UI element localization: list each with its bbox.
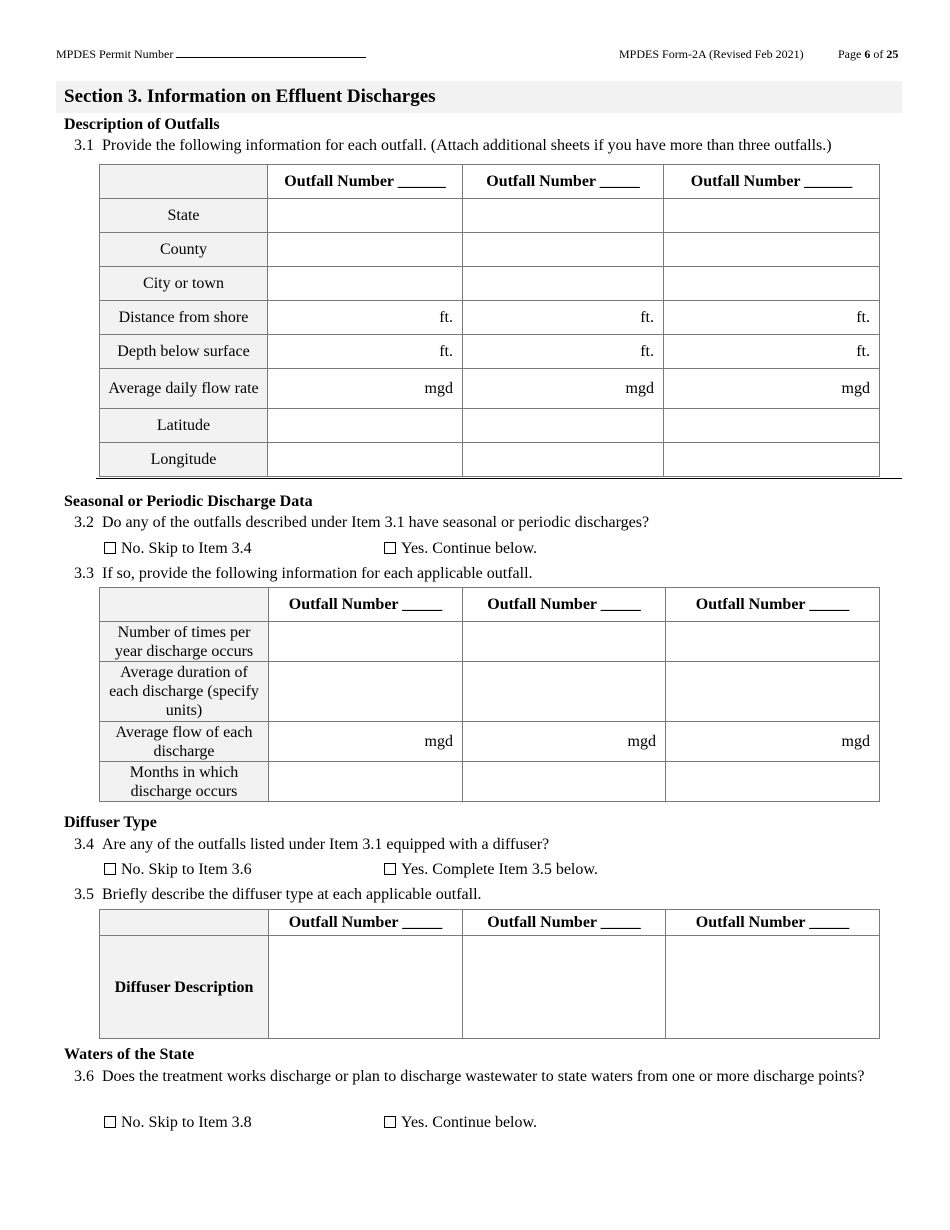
row-label-months: Months in which discharge occurs [100,762,269,802]
item-number: 3.3 [74,565,94,582]
diffuser-heading: Diffuser Type [64,814,157,831]
table-row [100,233,880,267]
times-cell-2[interactable] [463,622,666,662]
distance-cell-1[interactable]: ft. [268,301,463,335]
row-label-diffuser: Diffuser Description [100,936,269,1039]
table-row [100,301,880,335]
county-cell-2[interactable] [463,233,664,267]
item-3-2 [74,513,894,533]
city-cell-3[interactable] [664,267,880,301]
row-label-latitude: Latitude [100,409,268,443]
longitude-cell-2[interactable] [463,443,664,477]
option-label: No. Skip to Item 3.8 [121,1114,252,1131]
row-label-distance: Distance from shore [100,301,268,335]
times-cell-3[interactable] [666,622,880,662]
item-3-6 [74,1067,874,1087]
item-3-5 [74,885,894,905]
county-cell-1[interactable] [268,233,463,267]
months-cell-2[interactable] [463,762,666,802]
distance-cell-3[interactable]: ft. [664,301,880,335]
outfall-col-header-1: Outfall Number _____ [269,910,463,936]
option-label: No. Skip to Item 3.6 [121,861,252,878]
diffuser-yes-option[interactable] [384,861,598,879]
seasonal-yes-option[interactable] [384,540,537,558]
item-text: If so, provide the following information for each applicable outfall. [102,565,533,582]
table-row [100,409,880,443]
waters-no-option[interactable] [104,1114,252,1132]
row-label-depth: Depth below surface [100,335,268,369]
row-label-county: County [100,233,268,267]
row-label-duration: Average duration of each discharge (specify units) [100,662,269,722]
flow-rate-cell-2[interactable]: mgd [463,369,664,409]
form-id: MPDES Form-2A (Revised Feb 2021) [619,47,804,61]
option-label: Yes. Continue below. [401,540,538,557]
depth-cell-1[interactable]: ft. [268,335,463,369]
seasonal-heading: Seasonal or Periodic Discharge Data [64,493,313,510]
diffuser-cell-1[interactable] [269,936,463,1039]
outfall-col-header-3: Outfall Number ______ [664,165,880,199]
permit-number-label: MPDES Permit Number [56,47,174,61]
avg-flow-cell-2[interactable]: mgd [463,722,666,762]
outfall-col-header-2: Outfall Number _____ [463,588,666,622]
corner-cell [100,910,269,936]
row-label-state: State [100,199,268,233]
item-number: 3.4 [74,836,94,853]
latitude-cell-3[interactable] [664,409,880,443]
state-cell-1[interactable] [268,199,463,233]
outfall-col-header-1: Outfall Number ______ [268,165,463,199]
avg-flow-cell-3[interactable]: mgd [666,722,880,762]
table-row [100,335,880,369]
state-cell-3[interactable] [664,199,880,233]
table-row [100,662,880,722]
outfall-col-header-2: Outfall Number _____ [463,165,664,199]
row-label-avg-flow: Average flow of each discharge [100,722,269,762]
page-of: of [873,47,884,61]
row-label-city: City or town [100,267,268,301]
table-row [100,722,880,762]
duration-cell-3[interactable] [666,662,880,722]
permit-number-header [56,47,366,62]
checkbox-icon[interactable] [384,542,396,554]
duration-cell-2[interactable] [463,662,666,722]
diffuser-cell-2[interactable] [463,936,666,1039]
item-text: Are any of the outfalls listed under Item 3.1 equipped with a diffuser? [102,836,550,853]
option-label: Yes. Continue below. [401,1114,538,1131]
county-cell-3[interactable] [664,233,880,267]
diffuser-table [99,909,880,1039]
outfall-col-header-1: Outfall Number _____ [269,588,463,622]
city-cell-1[interactable] [268,267,463,301]
times-cell-1[interactable] [269,622,463,662]
checkbox-icon[interactable] [104,1116,116,1128]
option-label: No. Skip to Item 3.4 [121,540,252,557]
latitude-cell-1[interactable] [268,409,463,443]
months-cell-3[interactable] [666,762,880,802]
distance-cell-2[interactable]: ft. [463,301,664,335]
outfall-col-header-3: Outfall Number _____ [666,588,880,622]
diffuser-cell-3[interactable] [666,936,880,1039]
table-row [100,369,880,409]
item-number: 3.5 [74,886,94,903]
depth-cell-2[interactable]: ft. [463,335,664,369]
item-text: Provide the following information for each outfall. (Attach additional sheets if you have more than three outfalls.) [102,137,832,154]
checkbox-icon[interactable] [384,863,396,875]
latitude-cell-2[interactable] [463,409,664,443]
corner-cell [100,165,268,199]
duration-cell-1[interactable] [269,662,463,722]
table-row [100,622,880,662]
checkbox-icon[interactable] [104,542,116,554]
flow-rate-cell-3[interactable]: mgd [664,369,880,409]
row-label-flow-rate: Average daily flow rate [100,369,268,409]
diffuser-no-option[interactable] [104,861,252,879]
outfall-col-header-2: Outfall Number _____ [463,910,666,936]
checkbox-icon[interactable] [104,863,116,875]
item-number: 3.2 [74,514,94,531]
table-row [100,199,880,233]
seasonal-no-option[interactable] [104,540,252,558]
state-cell-2[interactable] [463,199,664,233]
item-text: Do any of the outfalls described under Item 3.1 have seasonal or periodic discharges? [102,514,650,531]
item-text: Briefly describe the diffuser type at each applicable outfall. [102,886,482,903]
row-label-longitude: Longitude [100,443,268,477]
flow-rate-cell-1[interactable]: mgd [268,369,463,409]
page-indicator [838,47,898,62]
item-number: 3.1 [74,137,94,154]
item-3-3 [74,564,894,584]
page-current: 6 [864,47,871,61]
item-3-1 [74,136,894,156]
outfall-col-header-3: Outfall Number _____ [666,910,880,936]
outfalls-table [99,164,880,477]
waters-yes-option[interactable] [384,1114,537,1132]
depth-cell-3[interactable]: ft. [664,335,880,369]
section-title: Section 3. Information on Effluent Discharges [64,86,436,107]
seasonal-table [99,587,880,802]
table-row [100,936,880,1039]
row-label-times-per-year: Number of times per year discharge occurs [100,622,269,662]
table-row [100,267,880,301]
table-row [100,762,880,802]
longitude-cell-1[interactable] [268,443,463,477]
checkbox-icon[interactable] [384,1116,396,1128]
corner-cell [100,588,269,622]
table-row [100,443,880,477]
avg-flow-cell-1[interactable]: mgd [269,722,463,762]
permit-number-field[interactable] [176,48,366,58]
item-number: 3.6 [74,1068,94,1085]
longitude-cell-3[interactable] [664,443,880,477]
city-cell-2[interactable] [463,267,664,301]
page-total: 25 [886,47,899,61]
table-bottom-rule [96,478,902,479]
option-label: Yes. Complete Item 3.5 below. [401,861,598,878]
item-text: Does the treatment works discharge or plan to discharge wastewater to state waters from one or more discharge points? [102,1068,865,1085]
outfalls-heading: Description of Outfalls [64,116,220,133]
item-3-4 [74,835,894,855]
months-cell-1[interactable] [269,762,463,802]
page-prefix: Page [838,47,862,61]
waters-heading: Waters of the State [64,1046,195,1063]
